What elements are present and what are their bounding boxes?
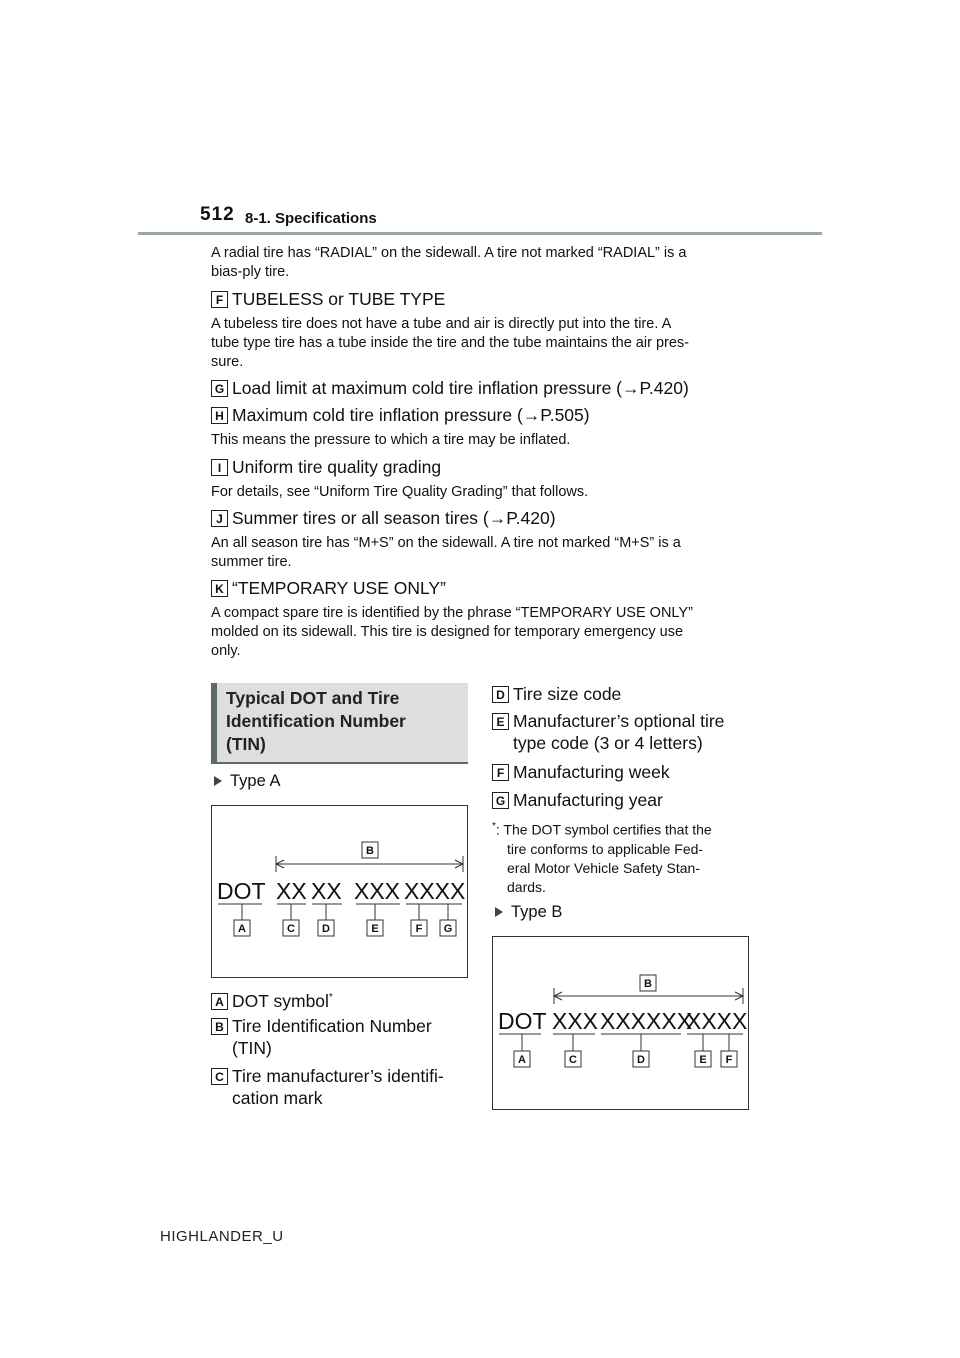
span-letter-b: B	[366, 845, 374, 857]
type-b-diagram-svg	[493, 937, 748, 1109]
footnote: *: The DOT symbol certifies that the tire conforms to applicable Fed- eral Motor Vehicle Safety Stan- dards.	[492, 821, 712, 895]
type-a-diagram-svg	[212, 806, 467, 977]
legend-d-badge: D	[492, 686, 509, 703]
dot-section-heading: Typical DOT and Tire Identification Number (TIN)	[211, 683, 468, 762]
letter-j-badge: J	[211, 510, 228, 527]
letter-e-b: E	[699, 1054, 707, 1066]
legend-c-badge: C	[211, 1068, 228, 1085]
legend-d: D Tire size code	[492, 683, 621, 705]
group-xxx-b: XXX	[552, 1008, 599, 1034]
legend-c: C Tire manufacturer’s identifi- cation mark	[211, 1065, 444, 1109]
letter-i-badge: I	[211, 459, 228, 476]
type-b-diagram	[492, 936, 749, 1110]
header-divider	[138, 232, 822, 235]
letter-c-b: C	[569, 1054, 577, 1066]
letter-g: G	[443, 923, 453, 935]
letter-c: C	[287, 923, 295, 935]
letter-e: E	[371, 923, 379, 935]
legend-g: G Manufacturing year	[492, 789, 663, 811]
item-j-desc: An all season tire has “M+S” on the sidewall. A tire not marked “M+S” is a summer tire.	[211, 535, 681, 570]
legend-a-badge: A	[211, 993, 228, 1010]
legend-e-badge: E	[492, 713, 509, 730]
intro-paragraph: A radial tire has “RADIAL” on the sidewall. A tire not marked “RADIAL” is a bias-ply tire.	[211, 245, 687, 280]
letter-a-b: A	[518, 1054, 526, 1066]
letter-f-b: F	[725, 1054, 733, 1066]
legend-a: A DOT symbol*	[211, 987, 333, 1012]
legend-b-badge: B	[211, 1018, 228, 1035]
letter-f: F	[415, 923, 423, 935]
item-h-desc: This means the pressure to which a tire may be inflated.	[211, 432, 571, 448]
arrow-right-icon	[214, 776, 222, 786]
group-xxxx-b: XXXX	[686, 1008, 748, 1034]
heading-underline	[211, 762, 468, 764]
letter-d: D	[322, 923, 330, 935]
letter-a: A	[238, 923, 246, 935]
group-xxxxxx-b: XXXXXX	[600, 1008, 693, 1034]
item-g-title: G Load limit at maximum cold tire inflation pressure (→P.420)	[211, 377, 689, 399]
legend-f: F Manufacturing week	[492, 761, 670, 783]
type-a-label: Type A	[214, 770, 280, 792]
arrow-right-icon	[495, 907, 503, 917]
letter-g-badge: G	[211, 380, 228, 397]
item-h-title: H Maximum cold tire inflation pressure (→P.505)	[211, 404, 590, 426]
span-letter-b2: B	[644, 978, 652, 990]
type-a-diagram	[211, 805, 468, 978]
letter-h-badge: H	[211, 407, 228, 424]
section-title: 8-1. Specifications	[245, 210, 377, 227]
group-xx-2: XX	[311, 878, 342, 904]
dot-label-b: DOT	[498, 1008, 547, 1034]
group-xxxx: XXXX	[404, 878, 466, 904]
group-xx-1: XX	[276, 878, 307, 904]
item-i-title: I Uniform tire quality grading	[211, 456, 441, 478]
item-f-desc: A tubeless tire does not have a tube and air is directly put into the tire. A tube type tire has a tube inside the tire and the tube maintains the air pres- sure.	[211, 316, 689, 370]
page-number: 512	[200, 204, 235, 225]
footer-model: HIGHLANDER_U	[160, 1228, 284, 1245]
type-b-label: Type B	[495, 901, 562, 923]
legend-b: B Tire Identification Number (TIN)	[211, 1015, 432, 1059]
item-k-title: K “TEMPORARY USE ONLY”	[211, 577, 446, 599]
letter-d-b: D	[637, 1054, 645, 1066]
letter-f-badge: F	[211, 291, 228, 308]
letter-k-badge: K	[211, 580, 228, 597]
group-xxx: XXX	[354, 878, 401, 904]
legend-g-badge: G	[492, 792, 509, 809]
item-f-title: F TUBELESS or TUBE TYPE	[211, 288, 445, 310]
legend-f-badge: F	[492, 764, 509, 781]
item-i-desc: For details, see “Uniform Tire Quality Grading” that follows.	[211, 484, 589, 500]
item-k-desc: A compact spare tire is identified by the phrase “TEMPORARY USE ONLY” molded on its sidewall. This tire is designed for temporary emergency use only.	[211, 605, 693, 659]
legend-e: E Manufacturer’s optional tire type code (3 or 4 letters)	[492, 710, 724, 754]
item-j-title: J Summer tires or all season tires (→P.420)	[211, 507, 556, 529]
dot-label: DOT	[217, 878, 266, 904]
